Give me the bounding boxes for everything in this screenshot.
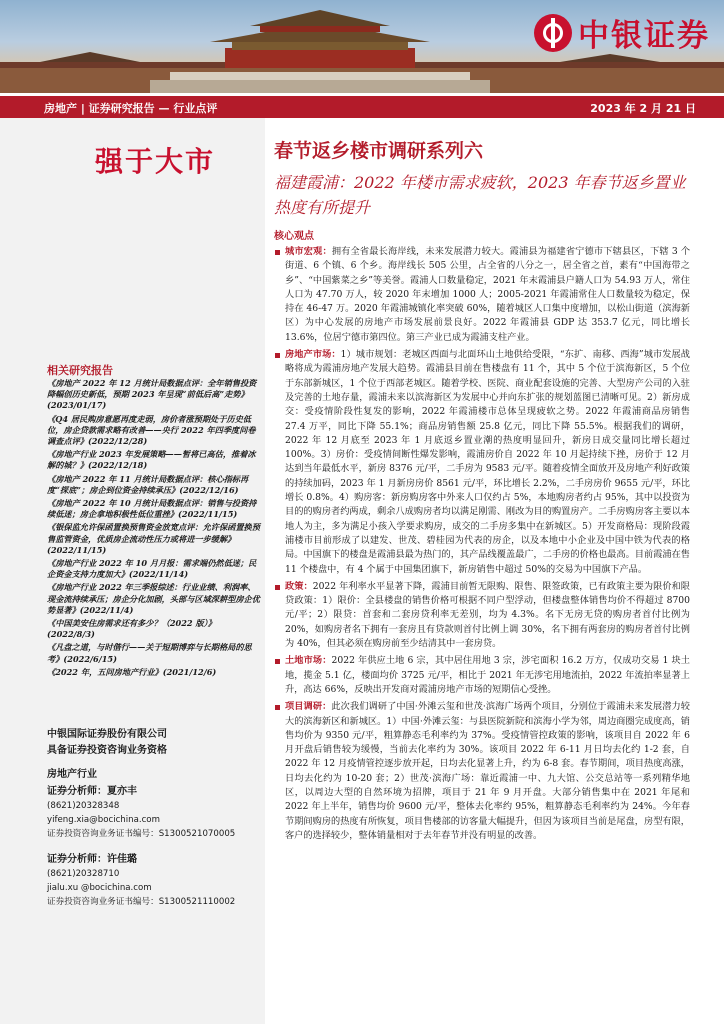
key-points bbox=[285, 245, 690, 846]
key-point-heading: 土地市场： bbox=[285, 655, 332, 667]
section-label: 核心观点 bbox=[274, 231, 314, 242]
firm-name: 中银国际证券股份有限公司 bbox=[47, 729, 167, 740]
key-point bbox=[285, 580, 690, 651]
report-date: 2023 年 2 月 21 日 bbox=[590, 102, 696, 115]
key-point-heading: 项目调研： bbox=[285, 701, 332, 713]
header-bar bbox=[0, 96, 724, 118]
bullet-icon bbox=[275, 250, 280, 255]
key-point bbox=[285, 700, 690, 843]
bullet-icon bbox=[275, 659, 280, 664]
key-point bbox=[285, 245, 690, 345]
report-title: 春节返乡楼市调研系列六 bbox=[274, 140, 484, 162]
report-subtitle: 福建霞浦：2022 年楼市需求疲软，2023 年春节返乡置业热度有所提升 bbox=[274, 173, 686, 217]
related-report-link[interactable]: 《银保监允许保函置换预售资金放宽点评：允许保函置换预售监管资金，优质房企流动性压力或将进一步缓解》(2022/11/15) bbox=[47, 522, 260, 555]
brand-logo bbox=[534, 10, 710, 55]
related-reports-title: 相关研究报告 bbox=[47, 364, 113, 377]
key-point-text: 拥有全省最长海岸线，未来发展潜力较大。霞浦县为福建省宁德市下辖县区，下辖 3 个街道、6 个镇、6 个乡。海岸线长 505 公里，占全省的八分之一，居全省之首，素有“中国海带之乡”、“中国紫菜之乡”等美誉。霞浦人口数量稳定，2021 年末霞浦县户籍人口为 54.93 万人，常住人口为 47.70 万人，较 2020 年末增加 1000 人；2005-2021 年霞浦常住人口数量较为稳定，保持在 46-47 万。2020 年霞浦城镇化率突破 60%，随着城区人口集中度增加，以松山街道（滨海新区）为中心发展的房地产市场发展前景良好。2022 年霞浦县 GDP 达 353.7 亿元，同比增长 13.6%，位居宁德市第四位。第三产业已成为霞浦支柱产业。 bbox=[285, 246, 691, 343]
analyst-license: 证券投资咨询业务证书编号：S1300521110002 bbox=[47, 897, 236, 907]
rating: 强于大市 bbox=[95, 145, 216, 178]
analyst-email[interactable]: yifeng.xia@bocichina.com bbox=[47, 815, 160, 825]
related-report-link[interactable]: 《2022 年，五问房地产行业》(2021/12/6) bbox=[47, 666, 217, 677]
key-point-text: 2022 年供应土地 6 宗，其中居住用地 3 宗，涉宅面积 16.2 万方，仅成功交易 1 块土地，揽金 5.1 亿，楼面均价 3725 元/平，相比于 2021 年无涉宅用地流拍，2022 年流拍率显著上升，高达 66%，反映出开发商对霞浦房地产市场的短期信心受挫。 bbox=[285, 655, 690, 695]
key-point-heading: 城市宏观： bbox=[285, 246, 332, 257]
related-report-link[interactable]: 《房地产行业 2022 年三季报综述：行业业绩、利润率、现金流持续承压；房企分化加剧，头部与区域深耕型房企优势显著》(2022/11/4) bbox=[47, 582, 260, 615]
analyst-card bbox=[47, 785, 263, 841]
related-report-link[interactable]: 《中国美安住房需求还有多少？（2022 版）》(2022/8/3) bbox=[47, 618, 216, 640]
key-point bbox=[285, 654, 690, 697]
key-point-heading: 政策： bbox=[285, 580, 313, 592]
analyst-phone: (8621)20328348 bbox=[47, 801, 120, 811]
key-point-text: 此次我们调研了中国·外滩云玺和世茂·滨海广场两个项目，分别位于霞浦未来发展潜力较大的滨海新区和新城区。1）中国·外滩云玺：与县医院新院和滨海小学为邻，周边商圈完成度高，销售均价为 9350 元/平，粗算静态毛利率约为 37%。受疫情管控政策的影响，该项目自 2022 年 6 月开盘后销售较为缓慢，当前去化率约为 30%。该项目 2022 年 6-11 月日均去化约 1-2 套，自 2022 年 12 月疫情管控逐步放开起，日均去化显著上升，约为 6-8 套。春节期间，项目热度高涨，日均去化约为 10-20 套；2）世茂·滨海广场：靠近霞浦一中、九大馆、公交总站等一系列精华地区，以周边大型的自然环境为招牌，项目于 21 年 9 月开盘。大部分销售集中在 2021 年尾和 2022 年上半年，销售均价 9600 元/平，整体去化率约 95%，粗算静态毛利率约为 24%。今年春节期间购房的热度有所恢复，项目售楼部的访客量大幅提升，但因为该项目当前是尾盘，房型有限，客户的选择较少，整体销量相对于去年春节并没有明显的改善。 bbox=[285, 701, 690, 841]
analyst-license: 证券投资咨询业务证书编号：S1300521070005 bbox=[47, 829, 236, 839]
boc-logo-icon bbox=[534, 14, 572, 52]
analyst-phone: (8621)20328710 bbox=[47, 869, 120, 879]
key-point-heading: 房地产市场： bbox=[285, 349, 341, 361]
hero-image bbox=[0, 0, 724, 93]
related-report-link[interactable]: 《房地产 2022 年 11 月统计局数据点评：核心指标再度“探底”；房企到位资金持续承压》(2022/12/16) bbox=[47, 473, 249, 495]
firm-qualification: 具备证券投资咨询业务资格 bbox=[47, 745, 167, 756]
key-point-text: 2022 年利率水平显著下降，霞浦目前暂无限购、限售、限签政策，已有政策主要为限价和限贷政策：1）限价：全县楼盘的销售价格可根据不同户型浮动，但楼盘整体销售均价不得超过 8700 元/平；2）限贷：首套和二套房贷利率无差别，均为 4.3%。名下无房无贷的购房者首付比例为 20%，如购房者名下拥有一套房且有贷款则首付比例上调 30%，名下拥有两套房的购房者首付比例为 40%，但其必须在购房前至少结清其中一套房贷。 bbox=[285, 580, 690, 650]
related-report-link[interactable]: 《房地产 2022 年 12 月统计局数据点评：全年销售投资降幅创历史新低，预期 2023 年呈现“前低后高”走势》(2023/01/17) bbox=[47, 378, 257, 411]
bullet-icon bbox=[275, 353, 280, 358]
related-report-link[interactable]: 《Q4 居民购房意愿再度走弱，房价者涨预期处于历史低位，房企贷款需求略有改善——央行 2022 年四季度问卷调查点评》(2022/12/28) bbox=[47, 413, 256, 447]
key-point-text: 1）城市规划：老城区西面与北面环山土地供给受限，“东扩、南移、西海”城市发展战略将成为霞浦房地产发展大趋势。霞浦县目前在售楼盘有 11 个，其中 5 个位于滨海新区，5 个位于东部新城区，1 个位于西部老城区。随着学校、医院、商业配套设施的完善、大型房产公司的入驻及完善的土地存量，霞浦未来以滨海新区为发展中心并向东扩张的规划蓝图已清晰可见。2）新房成交：受疫情阶段性复发的影响，2022 年霞浦楼市总体呈现疲软之势。2022 年霞浦商品房销售 27.4 万平，同比下降 55.1%；商品房销售额 25.8 亿元，同比下降 55.5%。根据我们的调研，2022 年 12 月底至 2023 年 1 月底返乡置业潮的热度明显回升，新房日成交量同比增长超过 100%。3）房价：受疫情间断性爆发影响，霞浦房价自 2022 年 10 月起持续下挫，房价于 12 月达到当年最低水平，新房 8376 元/平，二手房为 9583 元/平。随着疫情全面放开及房地产利好政策的持续加码，2023 年 1 月新房房价 8561 元/平，环比增长 2.2%，二手房房价 9655 元/平，环比增长 0.8%。4）购房客：新房购房客中外来人口仅约占 5%，本地购房者约占 95%，其中以投资为目的的购房者约两成，剩余八成购房者均以满足刚需、刚改为目的购置房产。二手房购房客主要以本地人为主，多为满足小孩入学要求购房，成交的二手房多集中在新城区。5）开发商格局：现阶段霞浦楼市目前形成了以建发、世茂、碧桂园为代表的房企，以及本地中小企业及中国中铁为代表的格局。中国旗下的楼盘是霞浦县最为热门的，其产品线覆盖最广，二手房的价格也最高。目前霞浦在售 11 个楼盘中，有 4 个属于中国集团旗下，新房销售中超过 50%的交易为中国旗下产品。 bbox=[285, 349, 690, 575]
related-report-link[interactable]: 《房地产 2022 年 10 月统计局数据点评：销售与投资持续低迷；房企拿地积极性低位重挫》(2022/11/15) bbox=[47, 498, 257, 520]
analyst-email[interactable]: jialu.xu @bocichina.com bbox=[47, 883, 152, 893]
bullet-icon bbox=[275, 585, 280, 590]
firm-info bbox=[47, 727, 263, 759]
brand-name: 中银证券 bbox=[578, 18, 710, 54]
industry-label: 房地产行业 bbox=[47, 769, 97, 780]
key-point bbox=[285, 348, 690, 577]
related-report-link[interactable]: 《房地产行业 2022 年 10 月月报：需求端仍然低迷；民企资金支持力度加大》(2022/11/14) bbox=[47, 558, 257, 580]
report-category: 房地产 | 证券研究报告 — 行业点评 bbox=[44, 102, 218, 115]
related-reports-list bbox=[47, 378, 263, 680]
analyst-name: 证券分析师：许佳璐 bbox=[47, 854, 137, 865]
related-report-link[interactable]: 《凡盘之道，与时偕行——关于短期博弈与长期格局的思考》(2022/6/15) bbox=[47, 642, 252, 664]
related-report-link[interactable]: 《房地产行业 2023 年发展策略——暂将已高估，推着冰解的城？》(2022/12/18) bbox=[47, 449, 256, 471]
analyst-name: 证券分析师：夏亦丰 bbox=[47, 786, 137, 797]
bullet-icon bbox=[275, 705, 280, 710]
analyst-card bbox=[47, 853, 263, 909]
